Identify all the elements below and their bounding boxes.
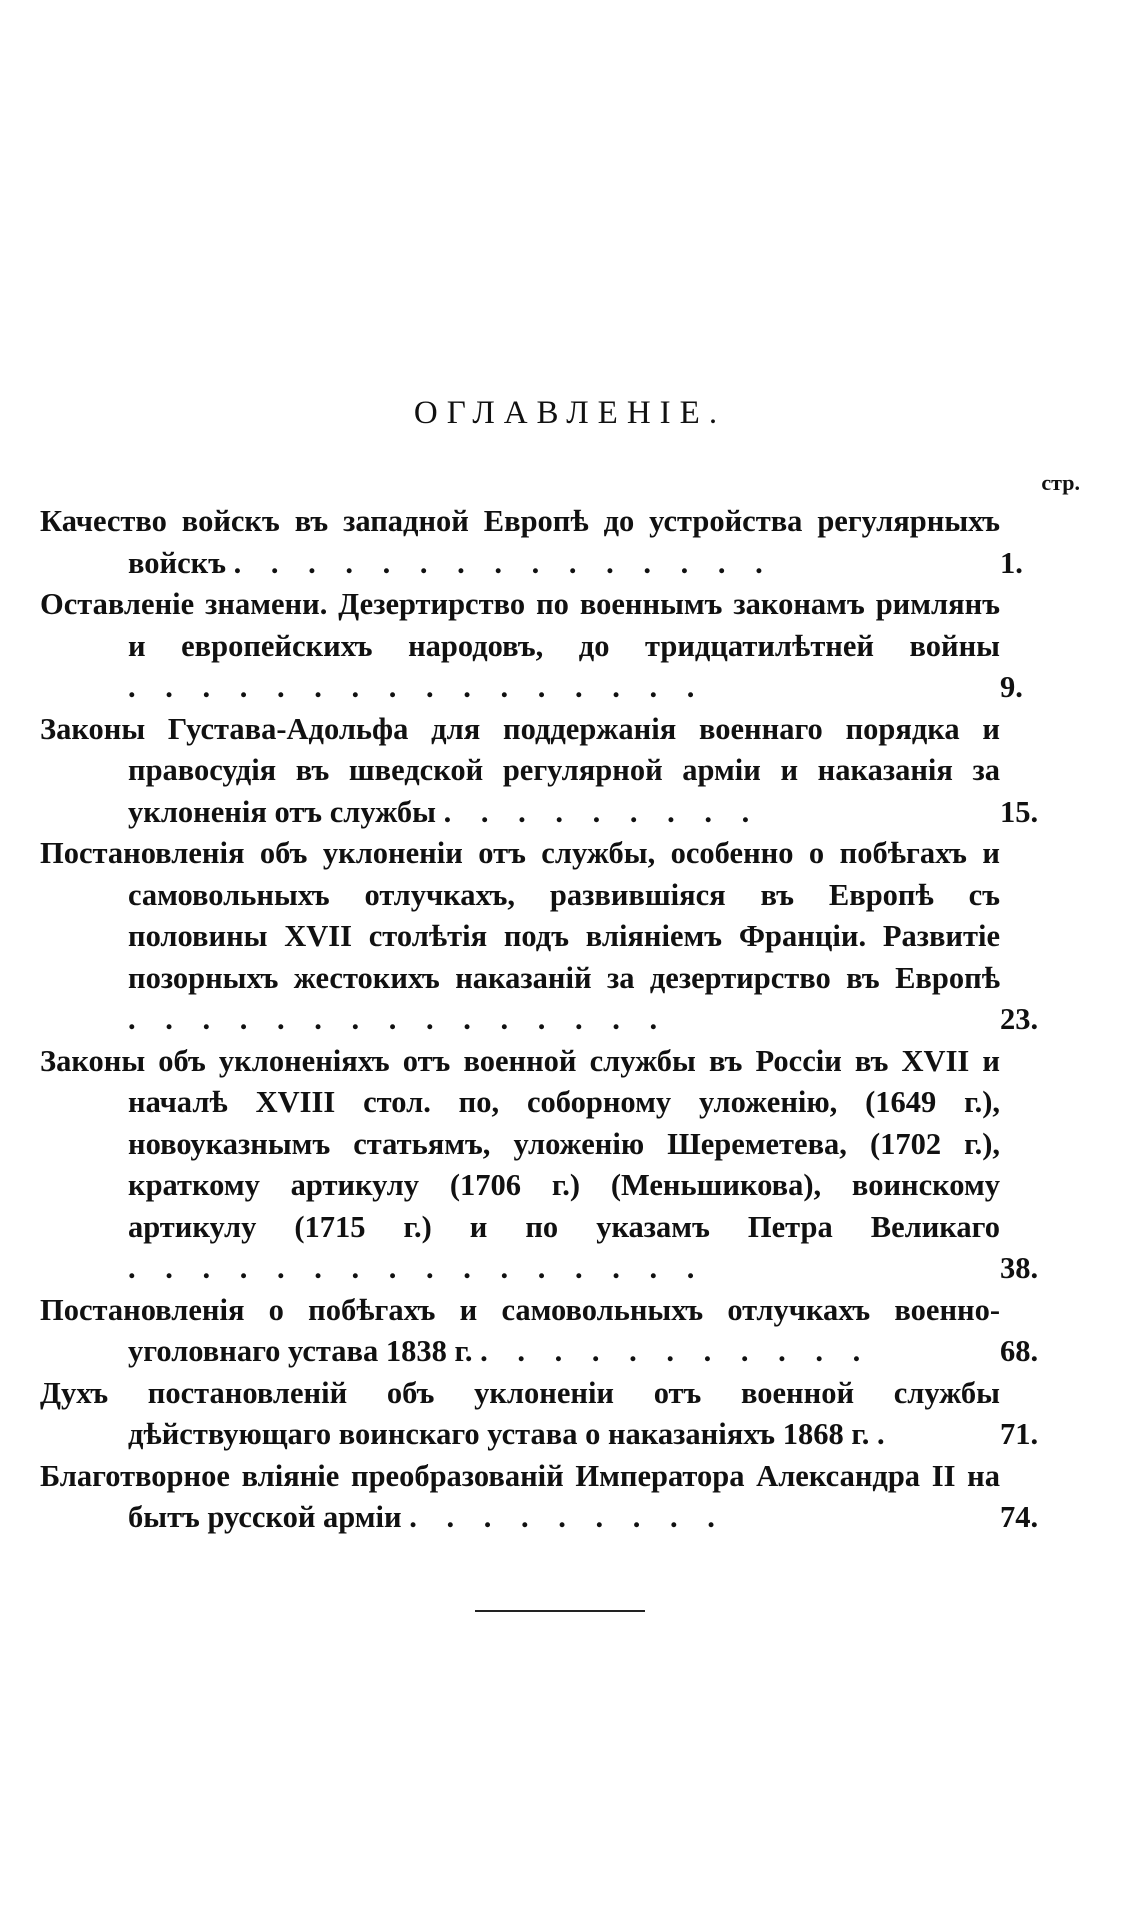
toc-entry-text: Постановленія о побѣгахъ и самовольныхъ отлучкахъ военно-уголовнаго устава 1838 г. [40, 1292, 1000, 1368]
toc-entry-leader: . [877, 1417, 896, 1451]
toc-entry [40, 1373, 1039, 1456]
toc-entry-leader: . . . . . . . . . . . . . . . . [128, 670, 706, 704]
toc-entry-page: 38. [1000, 1251, 1039, 1285]
toc-entry-text: Законы Густава-Адольфа для поддержанія военнаго порядка и правосудія въ шведской регулярной арміи и наказанія за уклоненія отъ службы [40, 711, 1000, 829]
toc-entry-leader: . . . . . . . . . . . . . . . [128, 1002, 669, 1036]
page-title: ОГЛАВЛЕНІЕ. [413, 395, 727, 431]
toc-entry-text: Оставленіе знамени. Дезертирство по военнымъ законамъ римлянъ и европейскихъ народовъ, до тридцатилѣтней войны [40, 587, 1000, 663]
toc-entry [40, 1456, 1039, 1539]
toc-entry [40, 709, 1039, 834]
toc-entry-page: 1. [1000, 545, 1023, 580]
toc-entry-page: 71. [1000, 1417, 1039, 1451]
toc-entry-page: 15. [1000, 794, 1039, 829]
table-of-contents [40, 501, 1080, 1539]
toc-entry-text: Духъ постановленій объ уклоненіи отъ военной службы дѣйствующаго воинскаго устава о наказаніяхъ 1868 г. [40, 1375, 1000, 1451]
toc-entry-page: 23. [1000, 1002, 1039, 1036]
toc-entry-leader: . . . . . . . . . . . . . . . . [128, 1251, 706, 1285]
end-rule-divider [475, 1610, 645, 1612]
toc-entry-page: 9. [1000, 670, 1023, 704]
toc-entry-leader: . . . . . . . . . . . [480, 1334, 872, 1368]
toc-entry-leader: . . . . . . . . . [443, 794, 761, 829]
toc-entry-text: Постановленія объ уклоненіи отъ службы, особенно о побѣгахъ и самовольныхъ отлучкахъ, развившіяся въ Европѣ съ половины XVII столѣтія подъ вліяніемъ Франціи. Развитіе позорныхъ жестокихъ наказаній за дезертирство въ Европѣ [40, 836, 1000, 995]
toc-entry [40, 1290, 1039, 1373]
page-column-header: стр. [1041, 470, 1080, 495]
toc-entry-text: Качество войскъ въ западной Европѣ до устройства регулярныхъ войскъ [40, 504, 1000, 580]
toc-entry-leader: . . . . . . . . . [409, 1500, 726, 1534]
toc-entry [40, 584, 1023, 709]
toc-entry [40, 501, 1023, 584]
toc-entry [40, 1041, 1039, 1290]
toc-entry-text: Законы объ уклоненіяхъ отъ военной службы въ Россіи въ XVII и началѣ XVIII стол. по, соборному уложенію, (1649 г.), новоуказнымъ статьямъ, уложенію Шереметева, (1702 г.), краткому артикулу (1706 г.) (Меньшикова), воинскому артикулу (1715 г.) и по указамъ Петра Великаго [40, 1043, 1000, 1244]
toc-entry-page: 68. [1000, 1334, 1039, 1368]
toc-entry-text: Благотворное вліяніе преобразованій Императора Александра II на бытъ русской арміи [40, 1458, 1000, 1534]
toc-entry-page: 74. [1000, 1500, 1039, 1534]
toc-entry [40, 833, 1039, 1041]
toc-entry-leader: . . . . . . . . . . . . . . . [233, 545, 774, 580]
